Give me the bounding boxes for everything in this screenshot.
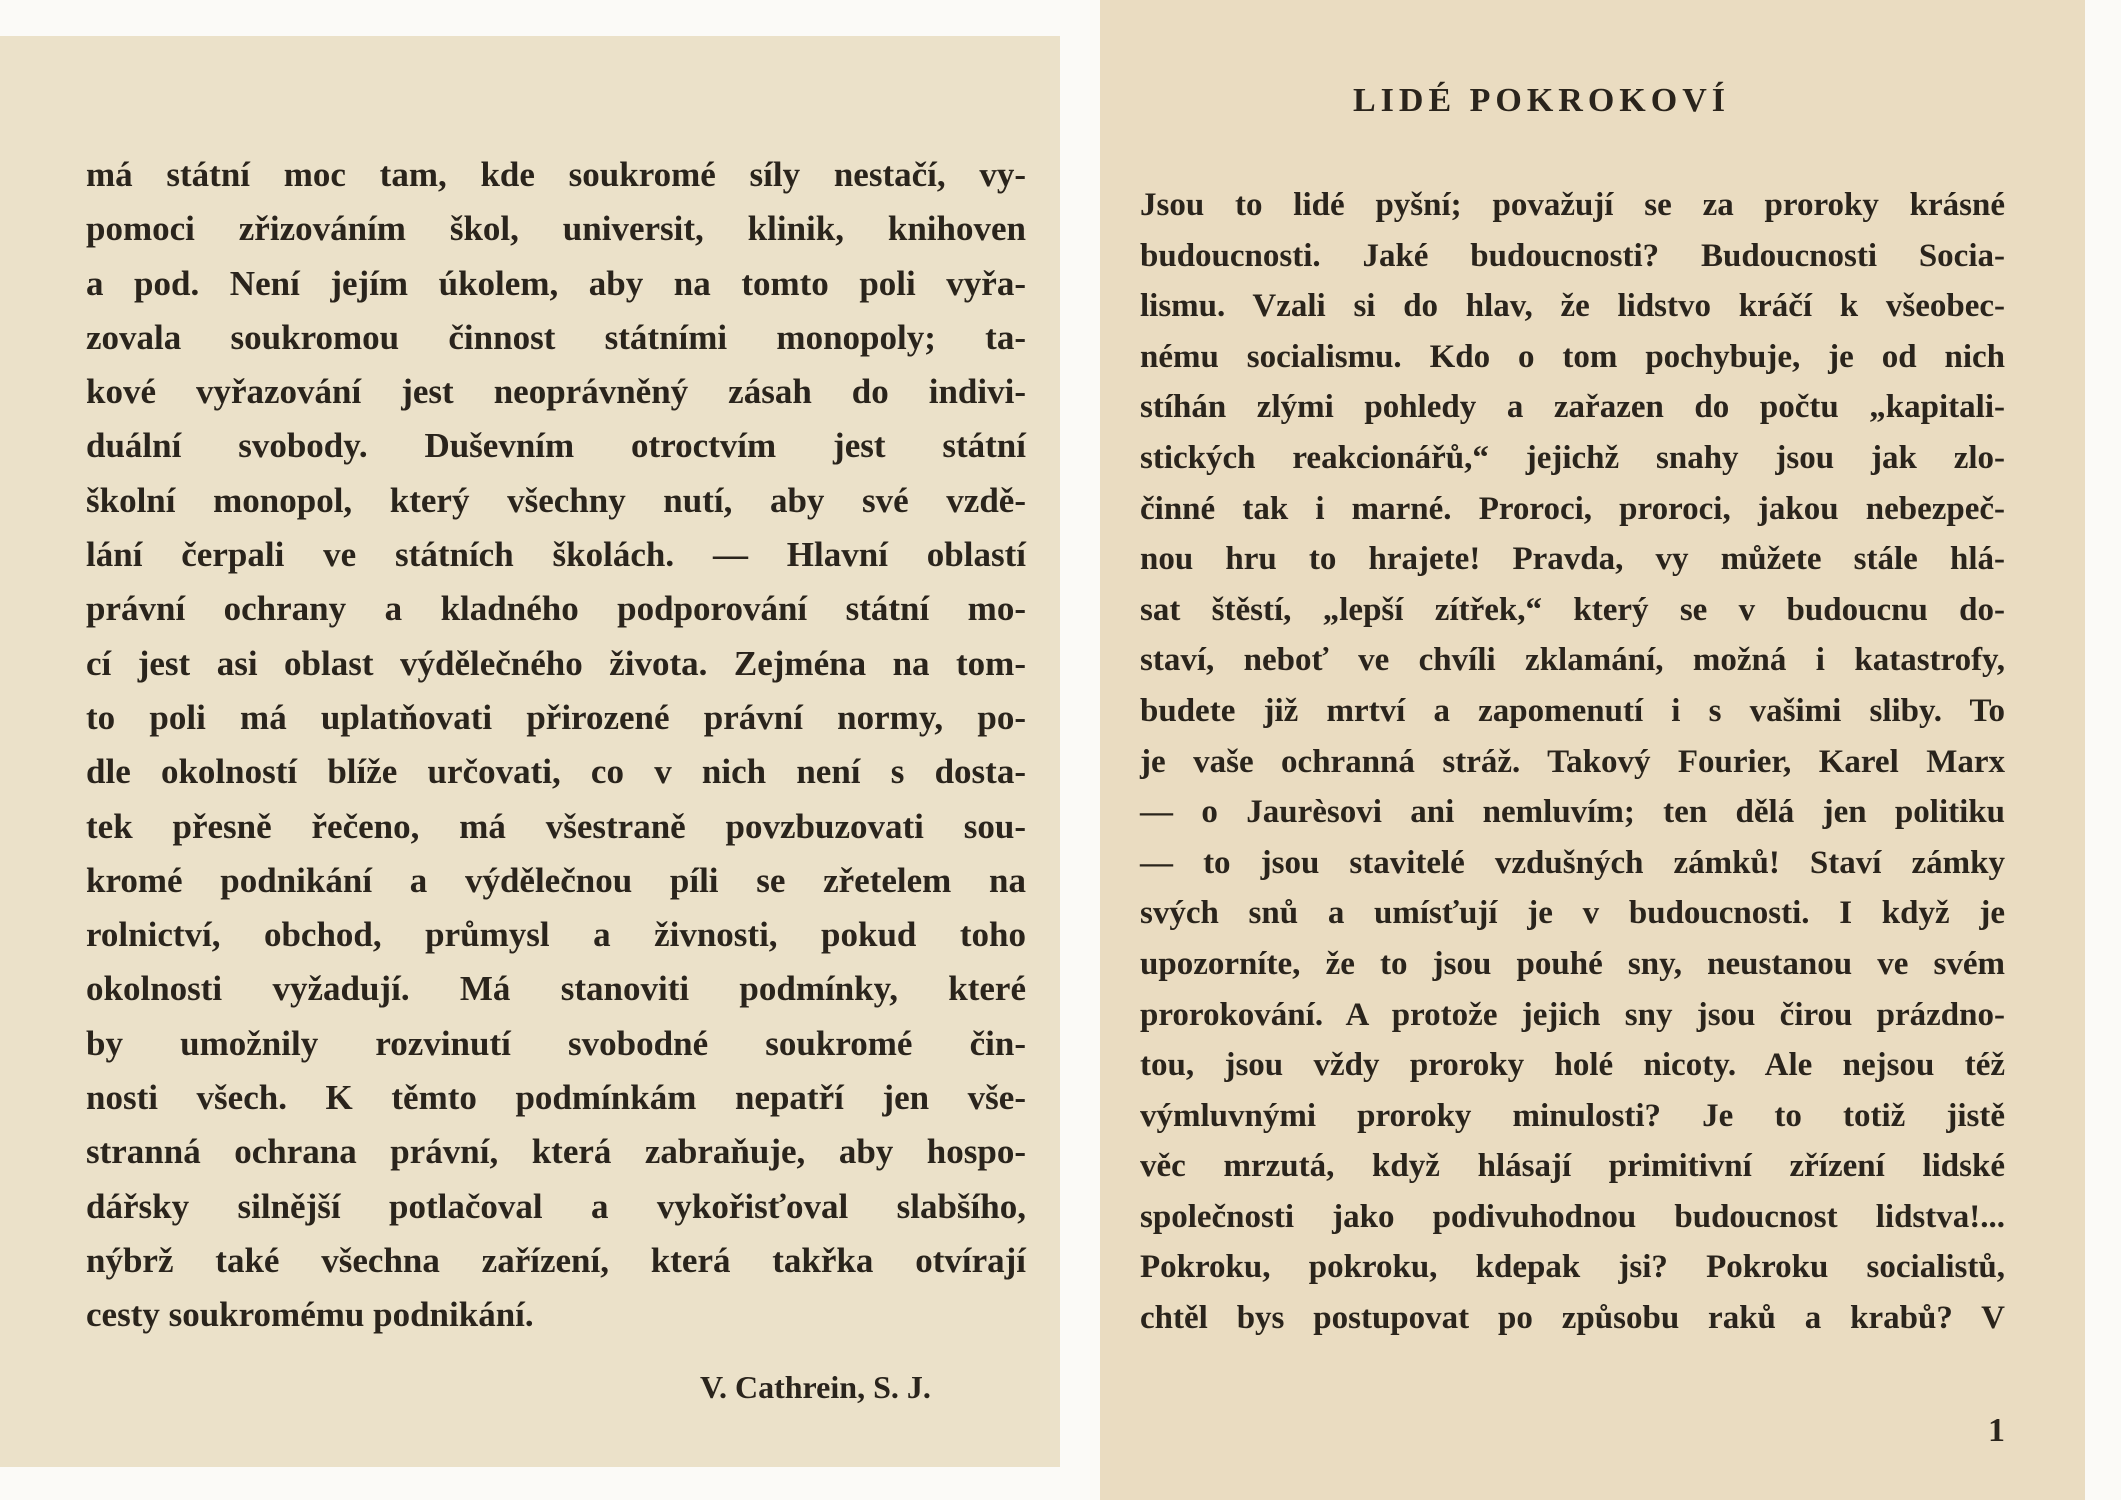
text-line: duální svobody. Duševním otroctvím jest státní	[86, 426, 1026, 466]
text-line: společnosti jako podivuhodnou budoucnost lidstva!...	[1140, 1198, 2005, 1235]
text-line: a pod. Není jejím úkolem, aby na tomto poli vyřa-	[86, 263, 1026, 303]
text-line: lismu. Vzali si do hlav, že lidstvo kráčí k všeobec-	[1140, 288, 2005, 325]
text-line: nýbrž také všechna zařízení, která takřka otvírají	[86, 1240, 1026, 1280]
text-line: nosti všech. K těmto podmínkám nepatří jen vše-	[86, 1078, 1026, 1118]
chapter-title: LIDÉ POKROKOVÍ	[1353, 82, 1730, 119]
text-line: činné tak i marné. Proroci, proroci, jakou nebezpeč-	[1140, 490, 2005, 527]
text-line: nému socialismu. Kdo o tom pochybuje, je od nich	[1140, 338, 2005, 375]
text-line: kromé podnikání a výdělečnou píli se zřetelem na	[86, 860, 1026, 900]
text-line: prorokování. A protože jejich sny jsou čirou prázdno-	[1140, 996, 2005, 1033]
text-line: kové vyřazování jest neoprávněný zásah do indivi-	[86, 372, 1026, 412]
text-line: budete již mrtví a zapomenutí i s vašimi sliby. To	[1140, 692, 2005, 729]
text-line: svých snů a umísťují je v budoucnosti. I když je	[1140, 895, 2005, 932]
author-signature: V. Cathrein, S. J.	[700, 1369, 931, 1405]
text-line: sat štěstí, „lepší zítřek,“ který se v budoucnu do-	[1140, 591, 2005, 628]
text-line: by umožnily rozvinutí svobodné soukromé čin-	[86, 1023, 1026, 1063]
text-line: tek přesně řečeno, má všestraně povzbuzovati sou-	[86, 806, 1026, 846]
text-line: dle okolností blíže určovati, co v nich není s dosta-	[86, 752, 1026, 792]
text-line: to poli má uplatňovati přirozené právní normy, po-	[86, 697, 1026, 737]
text-line: pomoci zřizováním škol, universit, klinik, knihoven	[86, 209, 1026, 249]
text-line: stíhán zlými pohledy a zařazen do počtu „kapitali-	[1140, 389, 2005, 426]
text-line: právní ochrany a kladného podporování státní mo-	[86, 589, 1026, 629]
right-page	[1100, 0, 2085, 1500]
left-page-text	[86, 148, 1026, 1343]
page-number: 1	[1988, 1412, 2005, 1449]
text-line: staví, neboť ve chvíli zklamání, možná i katastrofy,	[1140, 642, 2005, 679]
text-line: stických reakcionářů,“ jejichž snahy jsou jak zlo-	[1140, 439, 2005, 476]
text-line: budoucnosti. Jaké budoucnosti? Budoucnosti Socia-	[1140, 237, 2005, 274]
left-page	[0, 36, 1060, 1467]
text-line: je vaše ochranná stráž. Takový Fourier, Karel Marx	[1140, 743, 2005, 780]
right-page-text	[1140, 180, 2005, 1344]
text-line: okolnosti vyžadují. Má stanoviti podmínky, které	[86, 969, 1026, 1009]
text-line: dářsky silnější potlačoval a vykořisťoval slabšího,	[86, 1186, 1026, 1226]
text-line: upozorníte, že to jsou pouhé sny, neustanou ve svém	[1140, 945, 2005, 982]
text-line: chtěl bys postupovat po způsobu raků a krabů? V	[1140, 1300, 2005, 1337]
text-line: — to jsou stavitelé vzdušných zámků! Staví zámky	[1140, 844, 2005, 881]
text-line: — o Jaurèsovi ani nemluvím; ten dělá jen politiku	[1140, 794, 2005, 831]
text-line: zovala soukromou činnost státními monopoly; ta-	[86, 317, 1026, 357]
text-line: tou, jsou vždy proroky holé nicoty. Ale nejsou též	[1140, 1047, 2005, 1084]
text-line: Pokroku, pokroku, kdepak jsi? Pokroku socialistů,	[1140, 1249, 2005, 1286]
text-line: cesty soukromému podnikání.	[86, 1295, 534, 1335]
text-line: cí jest asi oblast výdělečného života. Zejména na tom-	[86, 643, 1026, 683]
text-line: výmluvnými proroky minulosti? Je to totiž jistě	[1140, 1097, 2005, 1134]
text-line: má státní moc tam, kde soukromé síly nestačí, vy-	[86, 155, 1026, 194]
text-line: Jsou to lidé pyšní; považují se za proroky krásné	[1140, 187, 2005, 223]
text-line: nou hru to hrajete! Pravda, vy můžete stále hlá-	[1140, 541, 2005, 578]
text-line: věc mrzutá, když hlásají primitivní zřízení lidské	[1140, 1148, 2005, 1185]
text-line: školní monopol, který všechny nutí, aby své vzdě-	[86, 480, 1026, 520]
text-line: lání čerpali ve státních školách. — Hlavní oblastí	[86, 535, 1026, 575]
text-line: stranná ochrana právní, která zabraňuje, aby hospo-	[86, 1132, 1026, 1172]
text-line: rolnictví, obchod, průmysl a živnosti, pokud toho	[86, 915, 1026, 955]
